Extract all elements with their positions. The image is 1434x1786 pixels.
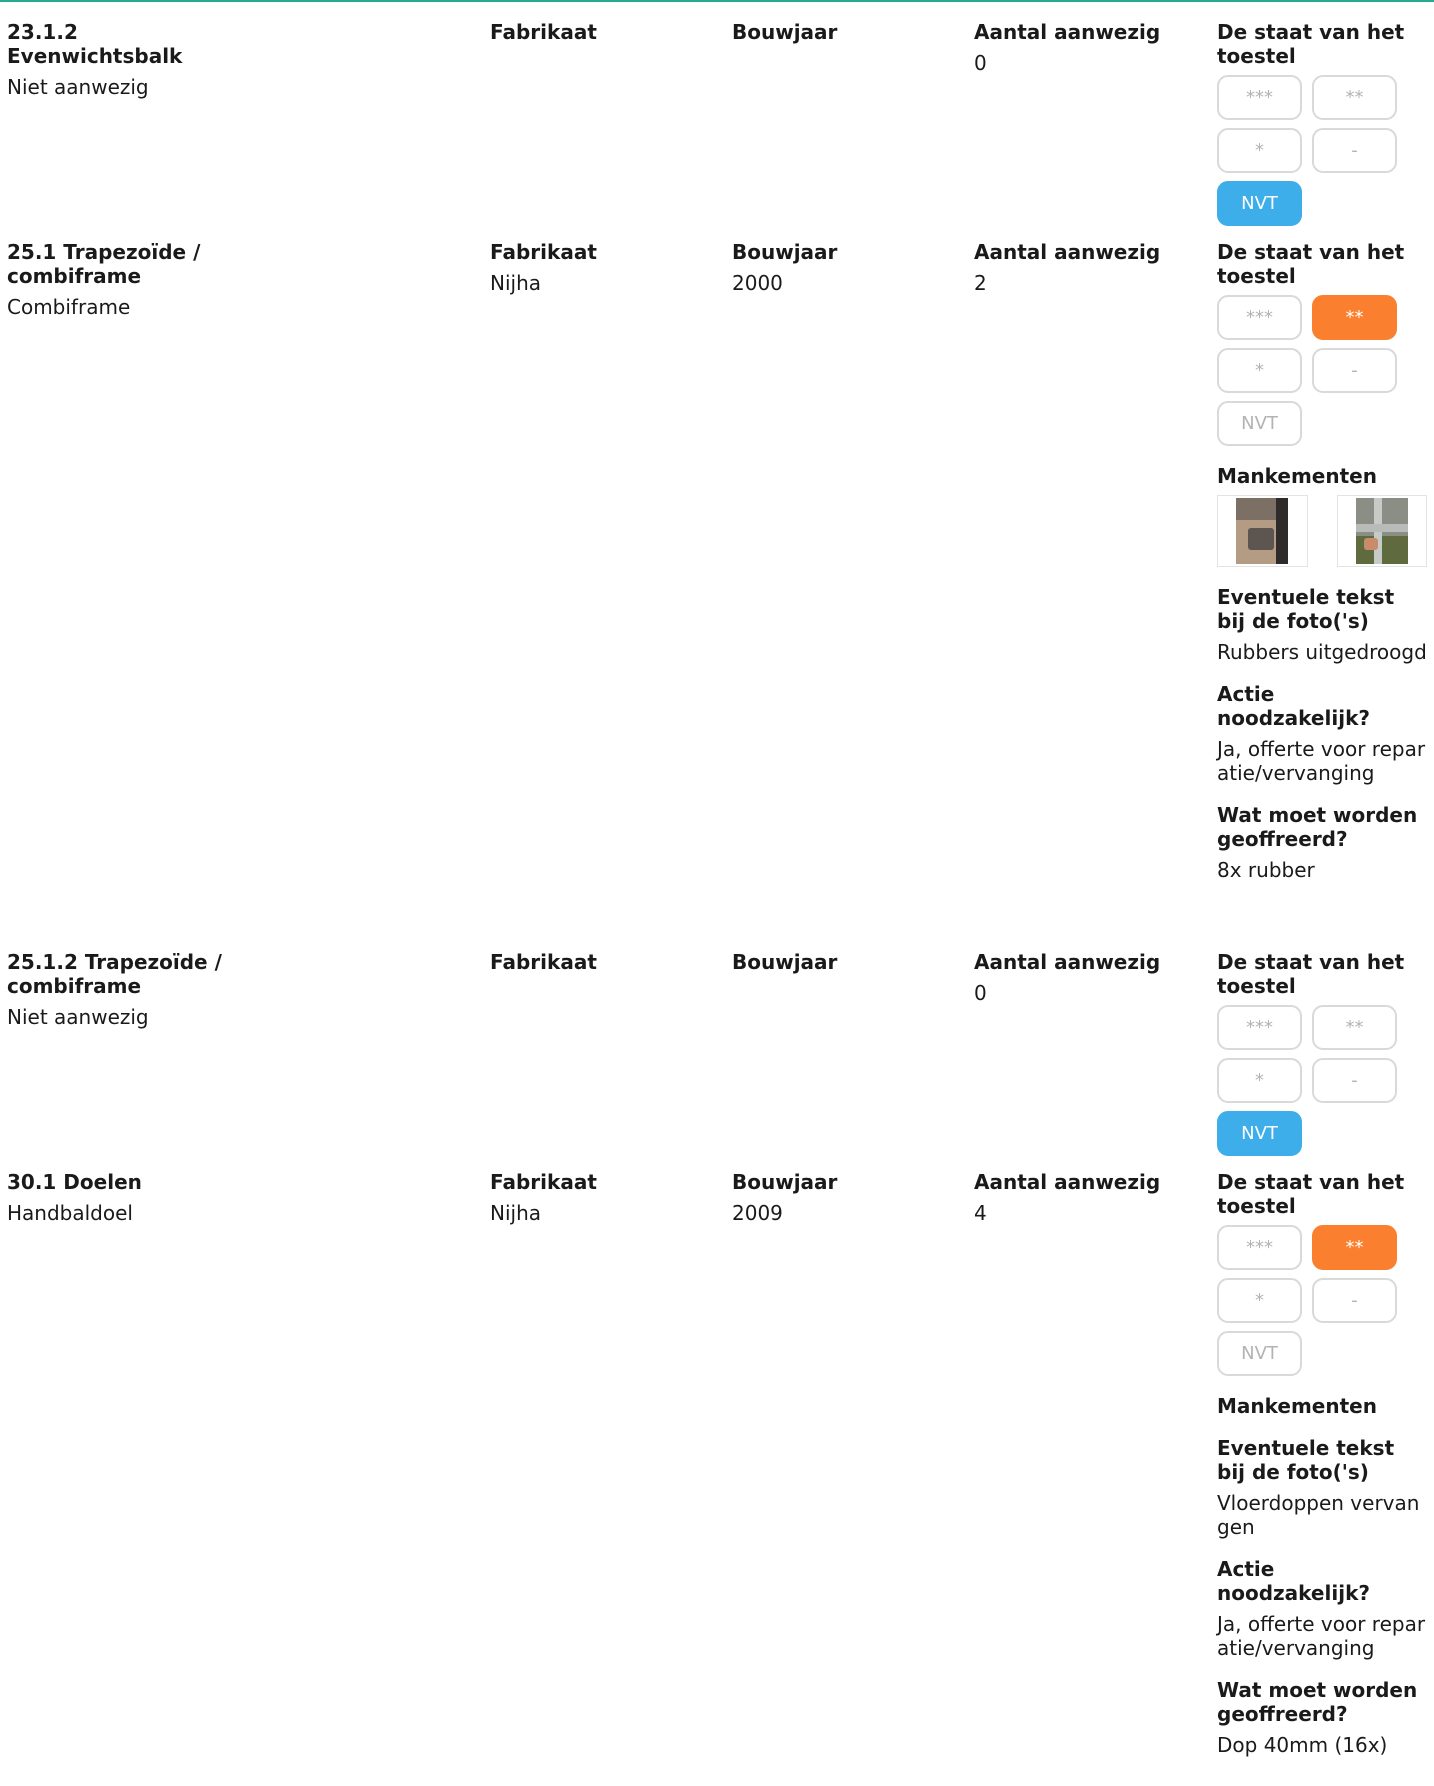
aantal-value: 0 xyxy=(974,981,987,1005)
quote-section xyxy=(1217,1678,1427,1757)
bouwjaar-cell xyxy=(732,950,952,974)
photo-text-section xyxy=(1217,585,1427,664)
bouwjaar-cell xyxy=(732,20,952,44)
item-subtitle: Niet aanwezig xyxy=(7,75,149,99)
defect-photo-thumbnail[interactable] xyxy=(1337,495,1428,567)
fabrikaat-label: Fabrikaat xyxy=(490,240,597,264)
photo-text-section xyxy=(1217,1436,1427,1539)
action-section xyxy=(1217,1557,1427,1660)
staat-label: De staat van het toestel xyxy=(1217,950,1405,998)
quote-value: Dop 40mm (16x) xyxy=(1217,1733,1388,1757)
state-rating-group xyxy=(1217,1225,1397,1376)
item-title-cell xyxy=(7,950,222,1029)
aantal-label: Aantal aanwezig xyxy=(974,1170,1161,1194)
aantal-cell xyxy=(974,240,1204,295)
item-subtitle: Niet aanwezig xyxy=(7,1005,149,1029)
fabrikaat-cell xyxy=(490,20,710,44)
item-title: 25.1 Trapezoïde / combiframe xyxy=(7,240,201,288)
staat-label: De staat van het toestel xyxy=(1217,240,1405,288)
item-subtitle: Combiframe xyxy=(7,295,131,319)
aantal-value: 2 xyxy=(974,271,987,295)
mankementen-section xyxy=(1217,1394,1427,1418)
state-option-button[interactable]: * xyxy=(1217,348,1302,393)
quote-section xyxy=(1217,803,1427,882)
fabrikaat-label: Fabrikaat xyxy=(490,1170,597,1194)
mankementen-label: Mankementen xyxy=(1217,1394,1377,1418)
action-label: Actie noodzakelijk? xyxy=(1217,682,1370,730)
state-option-button[interactable]: NVT xyxy=(1217,401,1302,446)
mankementen-section xyxy=(1217,464,1427,567)
item-title: 30.1 Doelen xyxy=(7,1170,142,1194)
aantal-label: Aantal aanwezig xyxy=(974,950,1161,974)
bouwjaar-label: Bouwjaar xyxy=(732,950,838,974)
staat-label: De staat van het toestel xyxy=(1217,20,1405,68)
bouwjaar-cell xyxy=(732,240,952,295)
state-option-button[interactable]: - xyxy=(1312,348,1397,393)
bouwjaar-label: Bouwjaar xyxy=(732,240,838,264)
item-title-cell xyxy=(7,240,222,319)
action-value: Ja, offerte voor reparatie/vervanging xyxy=(1217,1612,1426,1660)
item-subtitle: Handbaldoel xyxy=(7,1201,133,1225)
state-option-button[interactable]: *** xyxy=(1217,1005,1302,1050)
aantal-cell xyxy=(974,20,1204,75)
state-option-button[interactable]: * xyxy=(1217,1278,1302,1323)
photo-strip xyxy=(1217,495,1427,567)
state-option-button[interactable]: ** xyxy=(1312,75,1397,120)
staat-cell xyxy=(1217,240,1427,882)
bouwjaar-value: 2000 xyxy=(732,271,783,295)
fabrikaat-value: Nijha xyxy=(490,1201,542,1225)
aantal-cell xyxy=(974,950,1204,1005)
bouwjaar-label: Bouwjaar xyxy=(732,1170,838,1194)
action-value: Ja, offerte voor reparatie/vervanging xyxy=(1217,737,1426,785)
top-divider xyxy=(0,0,1434,2)
quote-label: Wat moet worden geoffreerd? xyxy=(1217,803,1418,851)
item-title-cell xyxy=(7,20,222,99)
quote-value: 8x rubber xyxy=(1217,858,1315,882)
state-option-button[interactable]: NVT xyxy=(1217,1331,1302,1376)
defect-photo-thumbnail[interactable] xyxy=(1217,495,1308,567)
action-section xyxy=(1217,682,1427,785)
state-rating-group xyxy=(1217,295,1397,446)
state-option-button[interactable]: - xyxy=(1312,1278,1397,1323)
state-option-button[interactable]: *** xyxy=(1217,295,1302,340)
state-option-button[interactable]: - xyxy=(1312,1058,1397,1103)
bouwjaar-cell xyxy=(732,1170,952,1225)
state-option-button-selected[interactable]: NVT xyxy=(1217,1111,1302,1156)
staat-cell xyxy=(1217,950,1427,1156)
state-option-button[interactable]: * xyxy=(1217,128,1302,173)
staat-cell xyxy=(1217,1170,1427,1757)
state-option-button[interactable]: ** xyxy=(1312,1005,1397,1050)
photo-text-label: Eventuele tekst bij de foto('s) xyxy=(1217,585,1395,633)
state-option-button[interactable]: * xyxy=(1217,1058,1302,1103)
item-title: 25.1.2 Trapezoïde / combiframe xyxy=(7,950,222,998)
quote-label: Wat moet worden geoffreerd? xyxy=(1217,1678,1418,1726)
state-option-button[interactable]: *** xyxy=(1217,1225,1302,1270)
aantal-label: Aantal aanwezig xyxy=(974,240,1161,264)
state-option-button[interactable]: - xyxy=(1312,128,1397,173)
fabrikaat-label: Fabrikaat xyxy=(490,20,597,44)
state-option-button-selected[interactable]: ** xyxy=(1312,1225,1397,1270)
aantal-value: 4 xyxy=(974,1201,987,1225)
item-title-cell xyxy=(7,1170,222,1225)
fabrikaat-cell xyxy=(490,1170,710,1225)
state-option-button-selected[interactable]: NVT xyxy=(1217,181,1302,226)
state-rating-group xyxy=(1217,1005,1397,1156)
photo-text-value: Rubbers uitgedroogd xyxy=(1217,640,1427,664)
item-title: 23.1.2 Evenwichtsbalk xyxy=(7,20,183,68)
aantal-value: 0 xyxy=(974,51,987,75)
state-rating-group xyxy=(1217,75,1397,226)
aantal-cell xyxy=(974,1170,1204,1225)
photo-text-label: Eventuele tekst bij de foto('s) xyxy=(1217,1436,1395,1484)
mankementen-label: Mankementen xyxy=(1217,464,1377,488)
fabrikaat-value: Nijha xyxy=(490,271,542,295)
state-option-button-selected[interactable]: ** xyxy=(1312,295,1397,340)
fabrikaat-label: Fabrikaat xyxy=(490,950,597,974)
action-label: Actie noodzakelijk? xyxy=(1217,1557,1370,1605)
photo-text-value: Vloerdoppen vervangen xyxy=(1217,1491,1420,1539)
fabrikaat-cell xyxy=(490,240,710,295)
staat-label: De staat van het toestel xyxy=(1217,1170,1405,1218)
bouwjaar-value: 2009 xyxy=(732,1201,783,1225)
fabrikaat-cell xyxy=(490,950,710,974)
bouwjaar-label: Bouwjaar xyxy=(732,20,838,44)
aantal-label: Aantal aanwezig xyxy=(974,20,1161,44)
staat-cell xyxy=(1217,20,1427,226)
state-option-button[interactable]: *** xyxy=(1217,75,1302,120)
